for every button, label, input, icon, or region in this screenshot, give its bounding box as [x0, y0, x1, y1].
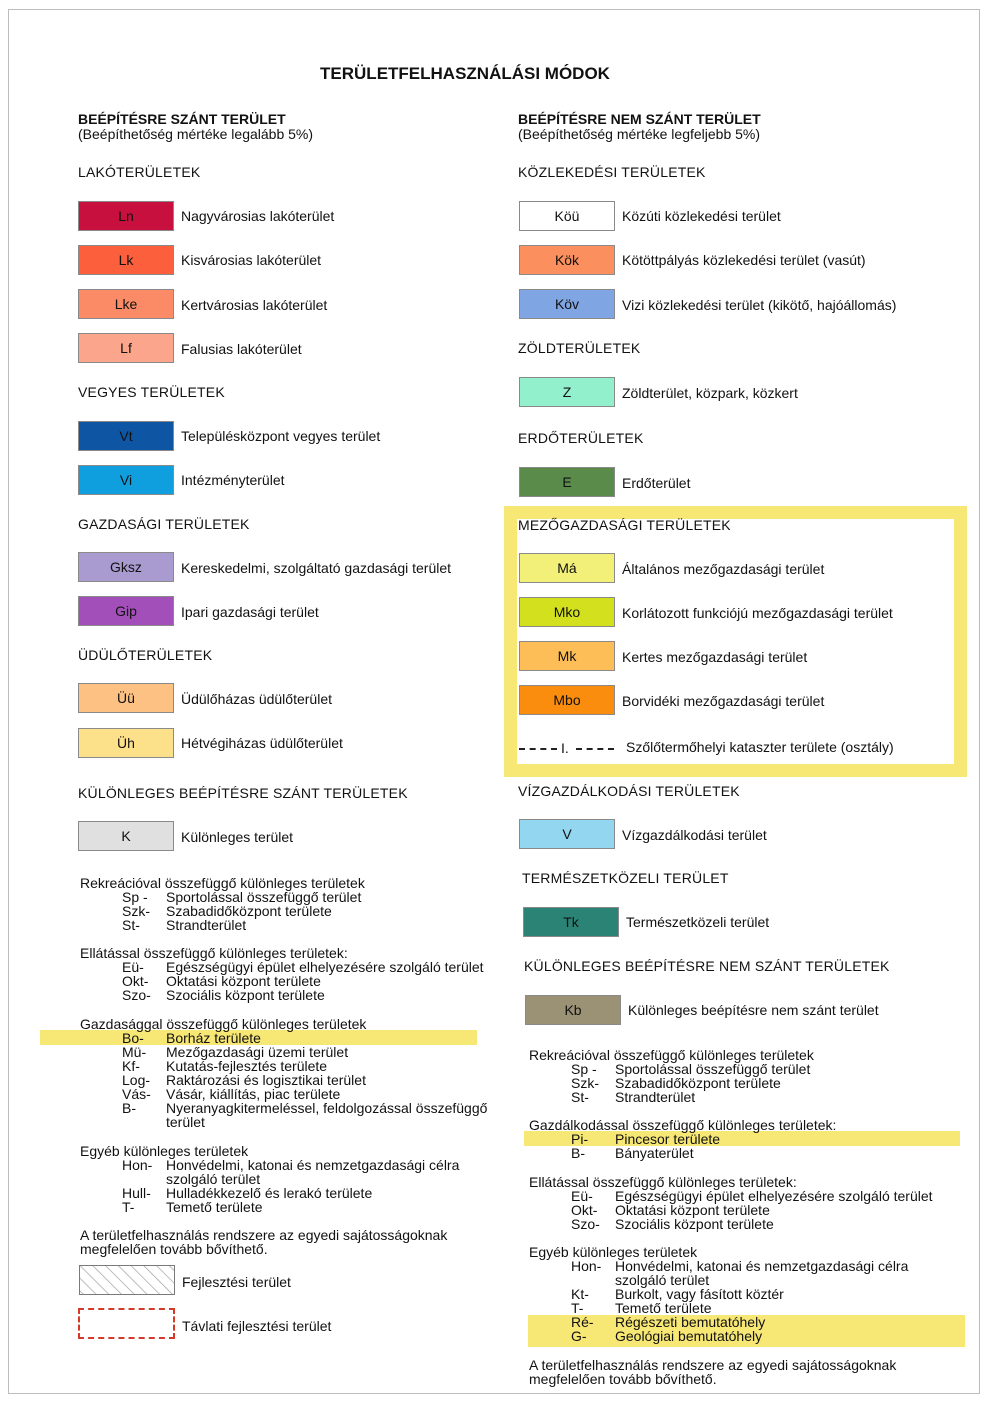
swatch-uu: Üü: [78, 683, 174, 713]
list-code: [80, 1115, 166, 1129]
list-code: G-: [571, 1328, 587, 1344]
list-desc: szolgáló terület: [615, 1272, 710, 1288]
list-desc: Oktatási központ területe: [615, 1202, 770, 1218]
swatch-ma: Má: [519, 553, 615, 583]
list-desc: szolgáló terület: [166, 1171, 261, 1187]
list-desc: Egészségügyi épület elhelyezésére szolgáló terület: [615, 1188, 933, 1204]
list-desc: Szabadidőközpont területe: [615, 1075, 781, 1091]
list-desc: Sportolással összefüggő terület: [615, 1061, 811, 1077]
swatch-k: K: [78, 821, 174, 851]
list-desc: Vásár, kiállítás, piac területe: [166, 1086, 341, 1102]
label-mk: Kertes mezőgazdasági terület: [622, 649, 808, 665]
swatch-mk: Mk: [519, 641, 615, 671]
swatch-mbo: Mbo: [519, 685, 615, 715]
label-z: Zöldterület, közpark, közkert: [622, 385, 798, 401]
list-desc: terület: [166, 1114, 205, 1130]
swatch-mko: Mko: [519, 597, 615, 627]
list-desc: Régészeti bemutatóhely: [615, 1314, 766, 1330]
list-code: T-: [571, 1300, 584, 1316]
swatch-kb: Kb: [525, 995, 621, 1025]
list-code: Hull-: [122, 1185, 151, 1201]
list-desc: Szabadidőközpont területe: [166, 903, 332, 919]
label-lk: Kisvárosias lakóterület: [181, 252, 322, 268]
left-heading: BEÉPÍTÉSRE SZÁNT TERÜLET: [78, 111, 286, 127]
page-title: TERÜLETFELHASZNÁLÁSI MÓDOK: [320, 64, 610, 83]
dashed-red-swatch: [78, 1308, 175, 1339]
list-head: Egyéb különleges területek: [80, 1143, 249, 1159]
dashed-line-right: [576, 748, 614, 750]
list-code: Kf-: [122, 1058, 140, 1074]
swatch-e: E: [519, 467, 615, 497]
category-termeszetkozeli: TERMÉSZETKÖZELI TERÜLET: [522, 870, 729, 886]
label-mbo: Borvidéki mezőgazdasági terület: [622, 693, 825, 709]
list-code: Szk-: [571, 1075, 599, 1091]
label-kok: Kötöttpályás közlekedési terület (vasút): [622, 252, 866, 268]
category-vizgazdalkodasi: VÍZGAZDÁLKODÁSI TERÜLETEK: [518, 783, 740, 799]
category-kulonleges-szant: KÜLÖNLEGES BEÉPÍTÉSRE SZÁNT TERÜLETEK: [78, 785, 408, 801]
label-tk: Természetközeli terület: [626, 914, 770, 930]
list-ellatas-left: [80, 946, 484, 1002]
list-gazdasag-left: [80, 1017, 487, 1129]
list-code: Ré-: [571, 1314, 594, 1330]
hatched-swatch-icon: [79, 1265, 175, 1295]
label-uh: Hétvégiházas üdülőterület: [181, 735, 343, 751]
category-kulonleges-nem-szant: KÜLÖNLEGES BEÉPÍTÉSRE NEM SZÁNT TERÜLETEK: [524, 958, 890, 974]
list-head: Ellátással összefüggő különleges területek:: [80, 945, 348, 961]
swatch-kok: Kök: [519, 245, 615, 275]
label-v: Vízgazdálkodási terület: [622, 827, 767, 843]
list-code: [80, 1172, 166, 1186]
swatch-lf: Lf: [78, 333, 174, 363]
list-desc: Mezőgazdasági üzemi terület: [166, 1044, 349, 1060]
swatch-kov: Köv: [519, 289, 615, 319]
label-kov: Vizi közlekedési terület (kikötő, hajóállomás): [622, 297, 897, 313]
category-zold: ZÖLDTERÜLETEK: [518, 340, 641, 356]
list-code: Okt-: [122, 973, 149, 989]
list-head: Egyéb különleges területek: [529, 1244, 698, 1260]
list-code: Hon-: [122, 1157, 153, 1173]
list-desc: Sportolással összefüggő terület: [166, 889, 362, 905]
label-lke: Kertvárosias lakóterület: [181, 297, 328, 313]
category-udulo: ÜDÜLŐTERÜLETEK: [78, 647, 213, 663]
swatch-gip: Gip: [78, 596, 174, 626]
swatch-lk: Lk: [78, 245, 174, 275]
list-desc: Borház területe: [166, 1030, 261, 1046]
list-desc: Honvédelmi, katonai és nemzetgazdasági célra: [166, 1157, 460, 1173]
list-rekreacio-right: [529, 1048, 814, 1104]
label-mko: Korlátozott funkciójú mezőgazdasági terület: [622, 605, 893, 621]
list-head: Ellátással összefüggő különleges területek:: [529, 1174, 797, 1190]
list-desc: Burkolt, vagy fásított köztér: [615, 1286, 784, 1302]
label-kataszter: Szőlőtermőhelyi kataszter területe (osztály): [626, 739, 894, 755]
list-desc: Bányaterület: [615, 1145, 694, 1161]
label-fejlesztesi: Fejlesztési terület: [182, 1274, 291, 1290]
list-code: B-: [571, 1145, 585, 1161]
note-right: [529, 1358, 896, 1386]
swatch-vt: Vt: [78, 421, 174, 451]
list-code: Eü-: [571, 1188, 593, 1204]
note-line: A területfelhasználás rendszere az egyedi sajátosságoknak: [80, 1227, 448, 1243]
category-kozlekedesi: KÖZLEKEDÉSI TERÜLETEK: [518, 164, 706, 180]
list-desc: Szociális központ területe: [615, 1216, 774, 1232]
swatch-kou: Köü: [519, 201, 615, 231]
category-gazdasagi: GAZDASÁGI TERÜLETEK: [78, 516, 250, 532]
list-code: St-: [571, 1089, 589, 1105]
swatch-z: Z: [519, 377, 615, 407]
list-code: Kt-: [571, 1286, 589, 1302]
list-code: Sp -: [122, 889, 148, 905]
list-code: Pi-: [571, 1131, 589, 1147]
label-k: Különleges terület: [181, 829, 294, 845]
list-code: Eü-: [122, 959, 144, 975]
label-tavlati: Távlati fejlesztési terület: [182, 1318, 332, 1334]
list-code: B-: [122, 1100, 136, 1116]
left-subheading: (Beépíthetőség mértéke legalább 5%): [78, 126, 314, 142]
swatch-ln: Ln: [78, 201, 174, 231]
list-egyeb-left: [80, 1144, 459, 1214]
list-gazdalkodas-right: [529, 1118, 836, 1160]
swatch-v: V: [519, 819, 615, 849]
list-desc: Raktározási és logisztikai terület: [166, 1072, 366, 1088]
list-desc: Temető területe: [615, 1300, 712, 1316]
label-vt: Településközpont vegyes terület: [181, 428, 381, 444]
category-mezogazdasagi: MEZŐGAZDASÁGI TERÜLETEK: [518, 517, 731, 533]
list-code: St-: [122, 917, 140, 933]
list-code: Log-: [122, 1072, 151, 1088]
list-desc: Hulladékkezelő és lerakó területe: [166, 1185, 373, 1201]
swatch-vi: Vi: [78, 465, 174, 495]
list-ellatas-right: [529, 1175, 933, 1231]
label-kb: Különleges beépítésre nem szánt terület: [628, 1002, 879, 1018]
swatch-gksz: Gksz: [78, 552, 174, 582]
list-desc: Geológiai bemutatóhely: [615, 1328, 763, 1344]
list-egyeb-right: [529, 1245, 908, 1343]
list-head: Rekreációval összefüggő különleges területek: [80, 875, 365, 891]
list-desc: Honvédelmi, katonai és nemzetgazdasági célra: [615, 1258, 909, 1274]
list-code: Bo-: [122, 1030, 144, 1046]
label-gksz: Kereskedelmi, szolgáltató gazdasági terület: [181, 560, 452, 576]
list-desc: Strandterület: [615, 1089, 696, 1105]
right-subheading: (Beépíthetőség mértéke legfeljebb 5%): [518, 126, 761, 142]
list-desc: Szociális központ területe: [166, 987, 325, 1003]
list-code: T-: [122, 1199, 135, 1215]
list-desc: Egészségügyi épület elhelyezésére szolgáló terület: [166, 959, 484, 975]
list-code: Vás-: [122, 1086, 151, 1102]
list-code: Szo-: [122, 987, 151, 1003]
list-code: Sp -: [571, 1061, 597, 1077]
list-desc: Oktatási központ területe: [166, 973, 321, 989]
list-desc: Nyeranyagkitermeléssel, feldolgozással összefüggő: [166, 1100, 488, 1116]
label-e: Erdőterület: [622, 475, 691, 491]
label-uu: Üdülőházas üdülőterület: [181, 691, 332, 707]
list-rekreacio-left: [80, 876, 365, 932]
note-line: megfelelően tovább bővíthető.: [529, 1371, 717, 1387]
list-code: Hon-: [571, 1258, 602, 1274]
list-desc: Pincesor területe: [615, 1131, 721, 1147]
list-code: Okt-: [571, 1202, 598, 1218]
label-gip: Ipari gazdasági terület: [181, 604, 319, 620]
swatch-tk: Tk: [523, 907, 619, 937]
list-head: Gazdálkodással összefüggő különleges területek:: [529, 1117, 837, 1133]
category-erdo: ERDŐTERÜLETEK: [518, 430, 644, 446]
note-line: A területfelhasználás rendszere az egyedi sajátosságoknak: [529, 1357, 897, 1373]
category-vegyes: VEGYES TERÜLETEK: [78, 384, 225, 400]
swatch-lke: Lke: [78, 289, 174, 319]
list-desc: Strandterület: [166, 917, 247, 933]
list-code: [529, 1273, 615, 1287]
note-left: [80, 1228, 447, 1256]
list-code: Szk-: [122, 903, 150, 919]
list-head: Rekreációval összefüggő különleges területek: [529, 1047, 814, 1063]
swatch-uh: Üh: [78, 728, 174, 758]
list-code: Mü-: [122, 1044, 147, 1060]
list-code: Szo-: [571, 1216, 600, 1232]
list-head: Gazdasággal összefüggő különleges területek: [80, 1016, 367, 1032]
label-ma: Általános mezőgazdasági terület: [622, 561, 825, 577]
list-desc: Kutatás-fejlesztés területe: [166, 1058, 328, 1074]
label-lf: Falusias lakóterület: [181, 341, 302, 357]
category-lakoteruletek: LAKÓTERÜLETEK: [78, 164, 201, 180]
note-line: megfelelően tovább bővíthető.: [80, 1241, 268, 1257]
right-heading: BEÉPÍTÉSRE NEM SZÁNT TERÜLET: [518, 111, 761, 127]
label-vi: Intézményterület: [181, 472, 285, 488]
list-desc: Temető területe: [166, 1199, 263, 1215]
label-ln: Nagyvárosias lakóterület: [181, 208, 335, 224]
label-kou: Közúti közlekedési terület: [622, 208, 781, 224]
dashed-line-left: [519, 748, 557, 750]
kataszter-mark: I.: [561, 740, 569, 756]
